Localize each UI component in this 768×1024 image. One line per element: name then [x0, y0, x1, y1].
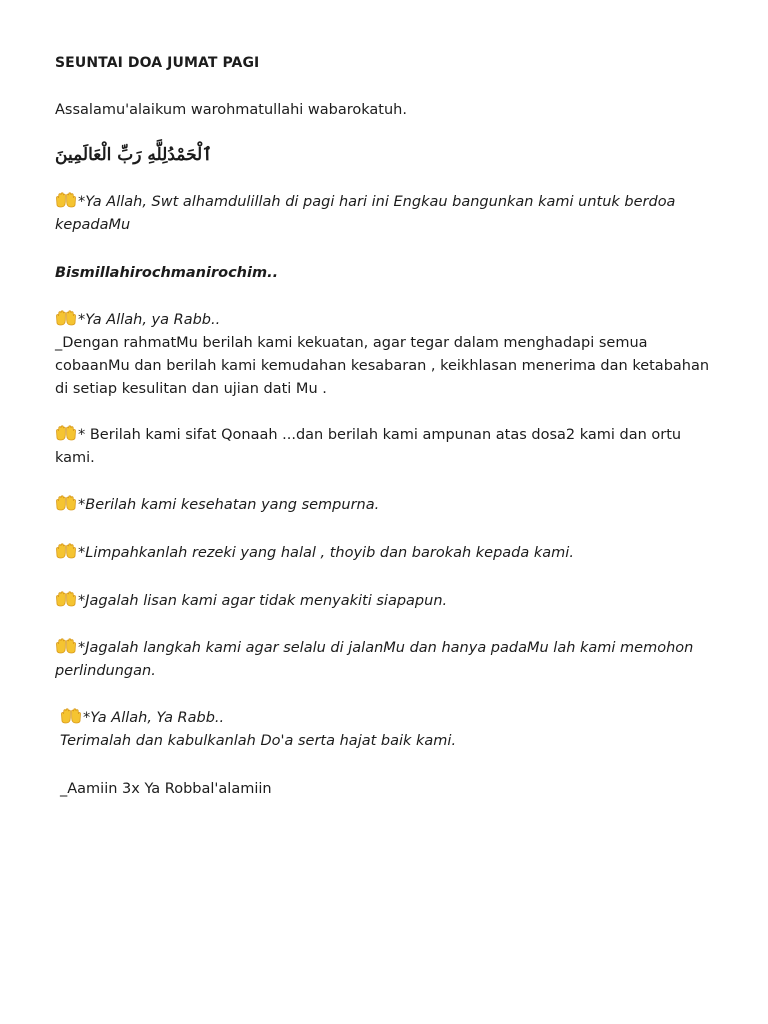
document-title: SEUNTAI DOA JUMAT PAGI	[55, 55, 260, 71]
prayer-text: *Jagalah langkah kami agar selalu di jalanMu dan hanya padaMu lah kami memohon perlindungan.	[55, 640, 694, 679]
raising-hands-icon	[55, 310, 77, 326]
prayer-paragraph-1	[55, 191, 715, 237]
raising-hands-icon	[55, 638, 77, 654]
greeting-line: Assalamu'alaikum warohmatullahi wabarokatuh.	[55, 102, 407, 118]
prayer-text: *Ya Allah, Swt alhamdulillah di pagi hari ini Engkau bangunkan kami untuk berdoa kepadaMu	[55, 194, 676, 233]
closing-line: _Aamiin 3x Ya Robbal'alamiin	[60, 781, 272, 797]
prayer-paragraph-7	[55, 637, 715, 683]
prayer-paragraph-3	[55, 424, 715, 470]
arabic-hamdalah: ٱلْحَمْدُلِلَّهِ رَبِّ الْعَالَمِينَ	[55, 145, 213, 165]
prayer-text: * Berilah kami sifat Qonaah ...dan berilah kami ampunan atas dosa2 kami dan ortu kami.	[55, 427, 682, 466]
raising-hands-icon	[55, 192, 77, 208]
prayer-paragraph-4	[55, 494, 715, 517]
bismillah-line: Bismillahirochmanirochim..	[55, 265, 279, 281]
prayer-text: *Limpahkanlah rezeki yang halal , thoyib dan barokah kepada kami.	[78, 545, 574, 561]
prayer-paragraph-2	[55, 309, 715, 401]
prayer-text: Terimalah dan kabulkanlah Do'a serta hajat baik kami.	[60, 733, 457, 749]
raising-hands-icon	[55, 543, 77, 559]
prayer-heading: *Ya Allah, ya Rabb..	[78, 312, 221, 328]
prayer-paragraph-6	[55, 590, 715, 613]
raising-hands-icon	[55, 495, 77, 511]
prayer-heading: *Ya Allah, Ya Rabb..	[83, 710, 225, 726]
raising-hands-icon	[55, 425, 77, 441]
prayer-paragraph-8	[60, 707, 720, 753]
prayer-text: *Jagalah lisan kami agar tidak menyakiti siapapun.	[78, 593, 448, 609]
raising-hands-icon	[55, 591, 77, 607]
prayer-text: *Berilah kami kesehatan yang sempurna.	[78, 497, 380, 513]
prayer-text: _Dengan rahmatMu berilah kami kekuatan, agar tegar dalam menghadapi semua cobaanMu dan berilah kami kemudahan kesabaran , keikhlasan menerima dan ketabahan di setiap kesulitan dan ujian dati Mu .	[55, 335, 710, 397]
prayer-paragraph-5	[55, 542, 715, 565]
raising-hands-icon	[60, 708, 82, 724]
